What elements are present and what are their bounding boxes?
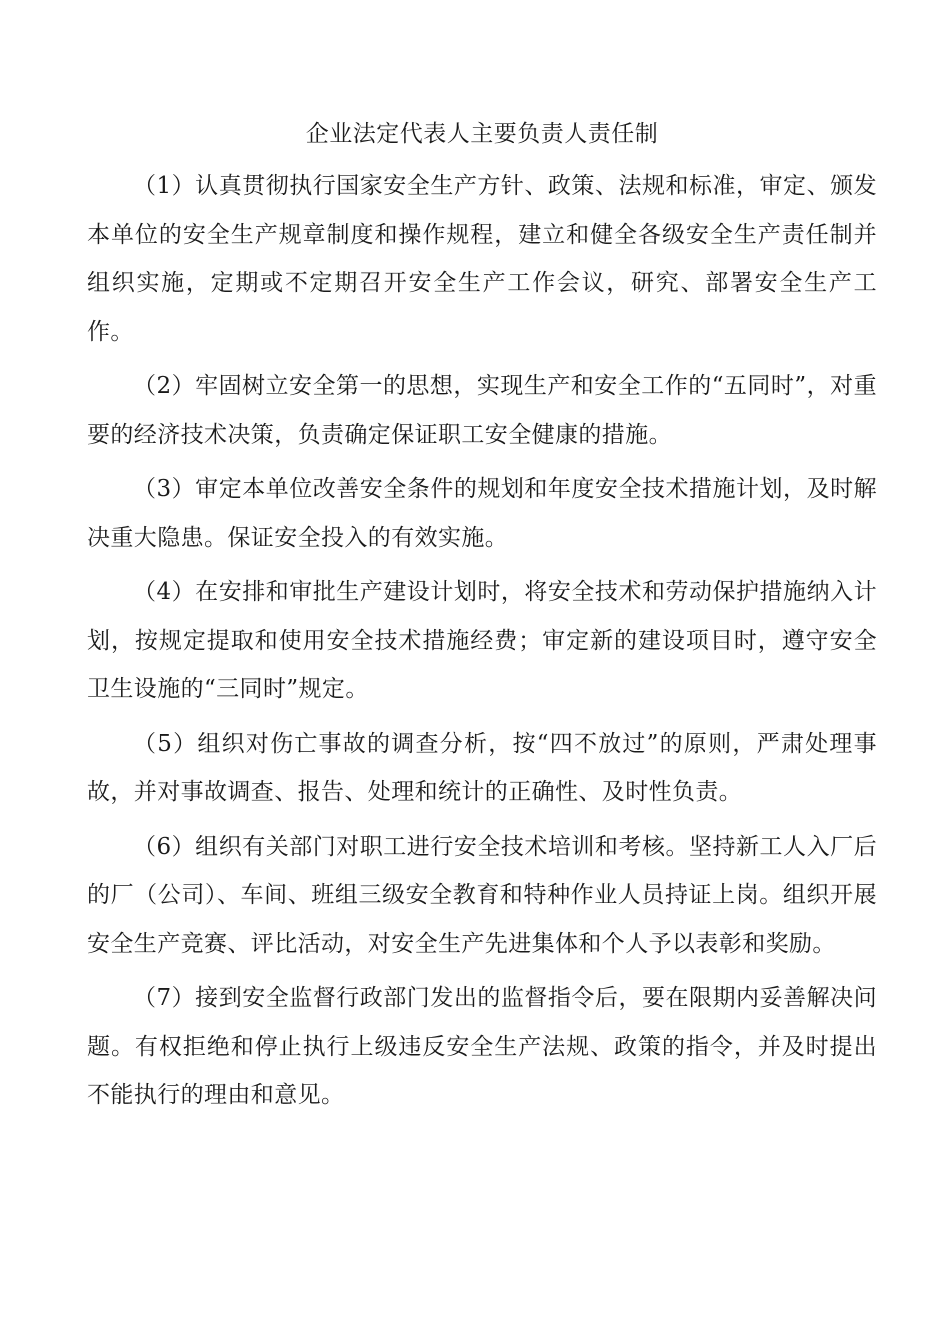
paragraph-5: （5）组织对伤亡事故的调查分析，按“四不放过”的原则，严肃处理事故，并对事故调查、报告、处理和统计的正确性、及时性负责。: [87, 730, 877, 805]
paragraph-1: （1）认真贯彻执行国家安全生产方针、政策、法规和标准，审定、颁发本单位的安全生产规章制度和操作规程，建立和健全各级安全生产责任制并组织实施，定期或不定期召开安全生产工作会议，研究、部署安全生产工作。: [87, 173, 877, 345]
paragraph-2: （2）牢固树立安全第一的思想，实现生产和安全工作的“五同时”，对重要的经济技术决策，负责确定保证职工安全健康的措施。: [87, 373, 877, 448]
paragraph-6: （6）组织有关部门对职工进行安全技术培训和考核。坚持新工人入厂后的厂（公司）、车间、班组三级安全教育和特种作业人员持证上岗。组织开展安全生产竞赛、评比活动，对安全生产先进集体和个人予以表彰和奖励。: [87, 833, 877, 957]
paragraph-3: （3）审定本单位改善安全条件的规划和年度安全技术措施计划，及时解决重大隐患。保证安全投入的有效实施。: [87, 476, 877, 551]
paragraph-7: （7）接到安全监督行政部门发出的监督指令后，要在限期内妥善解决问题。有权拒绝和停止执行上级违反安全生产法规、政策的指令，并及时提出不能执行的理由和意见。: [87, 985, 877, 1108]
document-title: 企业法定代表人主要负责人责任制: [305, 121, 659, 147]
document-body: [87, 112, 877, 1126]
paragraph-4: （4）在安排和审批生产建设计划时，将安全技术和劳动保护措施纳入计划，按规定提取和使用安全技术措施经费；审定新的建设项目时，遵守安全卫生设施的“三同时”规定。: [87, 579, 877, 702]
